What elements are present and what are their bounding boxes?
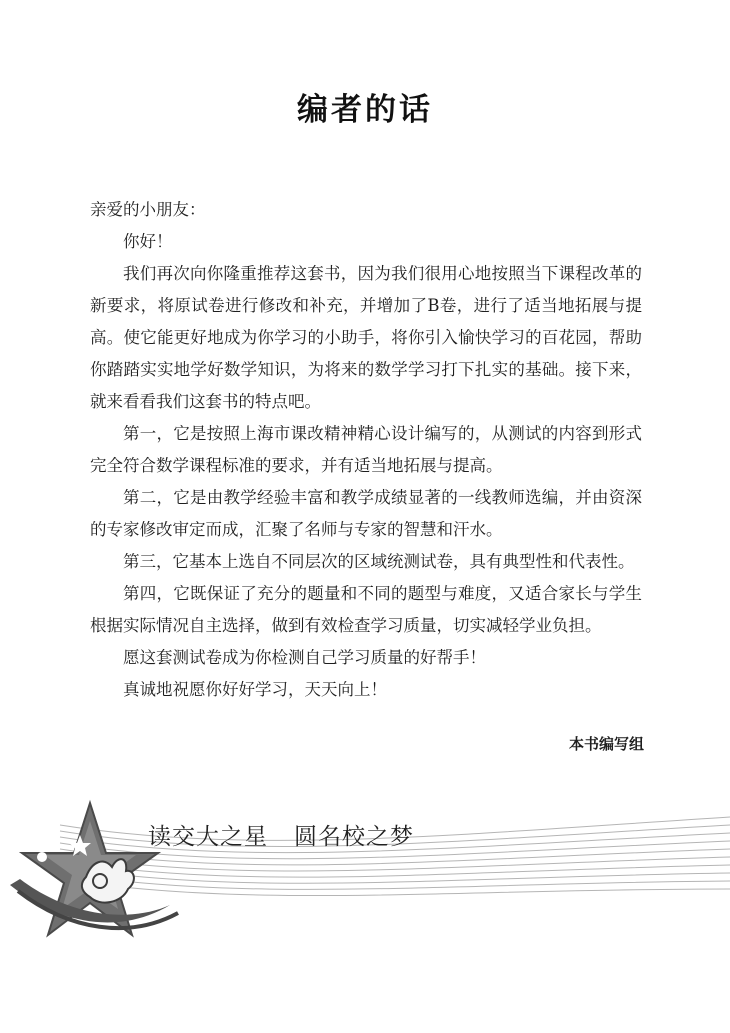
banner-slogan	[148, 818, 414, 851]
paragraph-wish: 愿这套测试卷成为你检测自己学习质量的好帮手！	[123, 648, 486, 667]
salutation: 亲爱的小朋友：	[90, 200, 206, 219]
paragraph-feature-1: 第一，它是按照上海市课改精神精心设计编写的，从测试的内容到形式完全符合数学课程标准的要求，并有适当地拓展与提高。	[90, 424, 642, 475]
paragraph-feature-3: 第三，它基本上选自不同层次的区域统测试卷，具有典型性和代表性。	[123, 552, 635, 571]
paragraph-blessing: 真诚地祝愿你好好学习，天天向上！	[123, 680, 387, 699]
paragraph-feature-2: 第二，它是由教学经验丰富和教学成绩显著的一线教师选编，并由资深的专家修改审定而成，汇聚了名师与专家的智慧和汗水。	[90, 488, 642, 539]
paragraph-feature-4: 第四，它既保证了充分的题量和不同的题型与难度，又适合家长与学生根据实际情况自主选择，做到有效检查学习质量，切实减轻学业负担。	[90, 584, 642, 635]
paragraph-greeting: 你好！	[123, 232, 173, 251]
slogan-right: 圆名校之梦	[294, 824, 414, 850]
paragraph-intro: 我们再次向你隆重推荐这套书，因为我们很用心地按照当下课程改革的新要求，将原试卷进行修改和补充，并增加了B卷，进行了适当地拓展与提高。使它能更好地成为你学习的小助手，将你引入愉快学习的百花园，帮助你踏踏实实地学好数学知识，为将来的数学学习打下扎实的基础。接下来，就来看看我们这套书的特点吧。	[90, 264, 642, 411]
signature: 本书编写组	[568, 735, 644, 753]
slogan-left: 读交大之星	[148, 824, 268, 850]
letter-body	[90, 194, 642, 706]
page-title: 编者的话	[297, 92, 433, 128]
